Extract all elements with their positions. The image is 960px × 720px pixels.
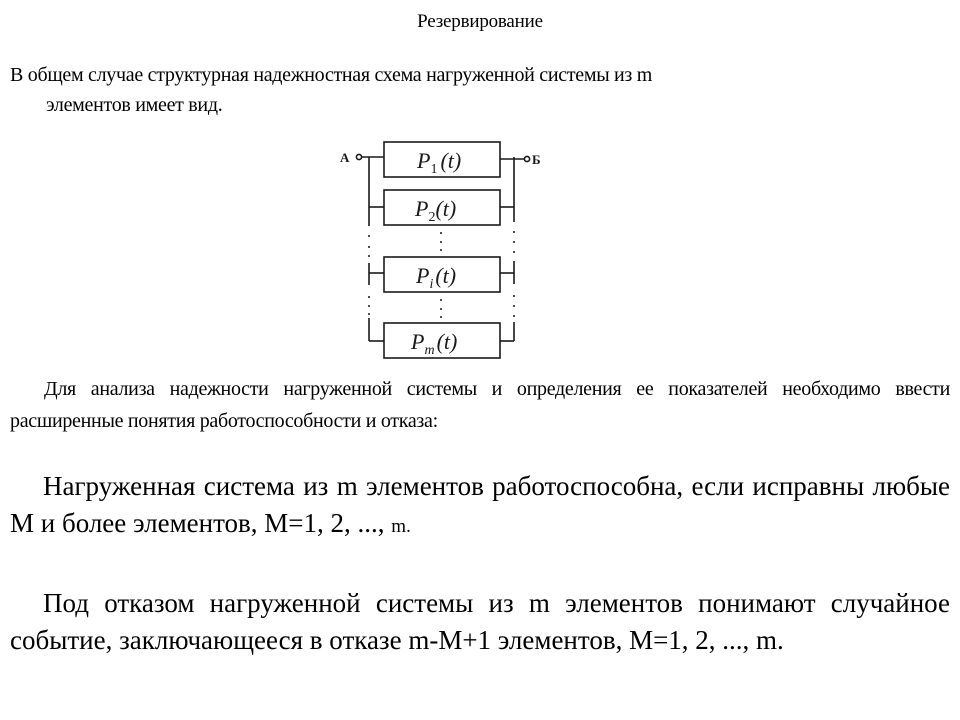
element-label-m: $P_m(t)$ (411, 329, 458, 358)
element-label-2: $P_2(t)$ (415, 196, 457, 225)
output-terminal-icon (524, 156, 529, 161)
output-label: Б (532, 152, 541, 167)
slide-title: Резервирование (417, 11, 543, 32)
element-label-i: $P_i(t)$ (416, 263, 457, 292)
input-label: А (340, 150, 350, 165)
operable-definition (10, 468, 950, 545)
failure-definition-text: Под отказом нагруженной системы из m элементов понимают случайное событие, заключающееся в отказе m-M+1 элементов, M=1, 2, ..., m. (10, 588, 950, 655)
operable-definition-text: Нагруженная система из m элементов работоспособна, если исправны любые M и более элементов, M=1, 2, ..., (10, 471, 950, 538)
intro-line-1: В общем случае структурная надежностная схема нагруженной системы из m (10, 64, 652, 86)
input-terminal-icon (356, 154, 361, 159)
analysis-paragraph (10, 373, 950, 437)
analysis-text: Для анализа надежности нагруженной системы и определения ее показателей необходимо ввести расширенные понятия работоспособности и отказа: (10, 378, 950, 432)
element-label-1: $P_1$ (t) (417, 148, 462, 177)
operable-definition-tail: m. (391, 516, 411, 537)
failure-definition (10, 585, 950, 659)
intro-line-2: элементов имеет вид. (46, 94, 223, 116)
